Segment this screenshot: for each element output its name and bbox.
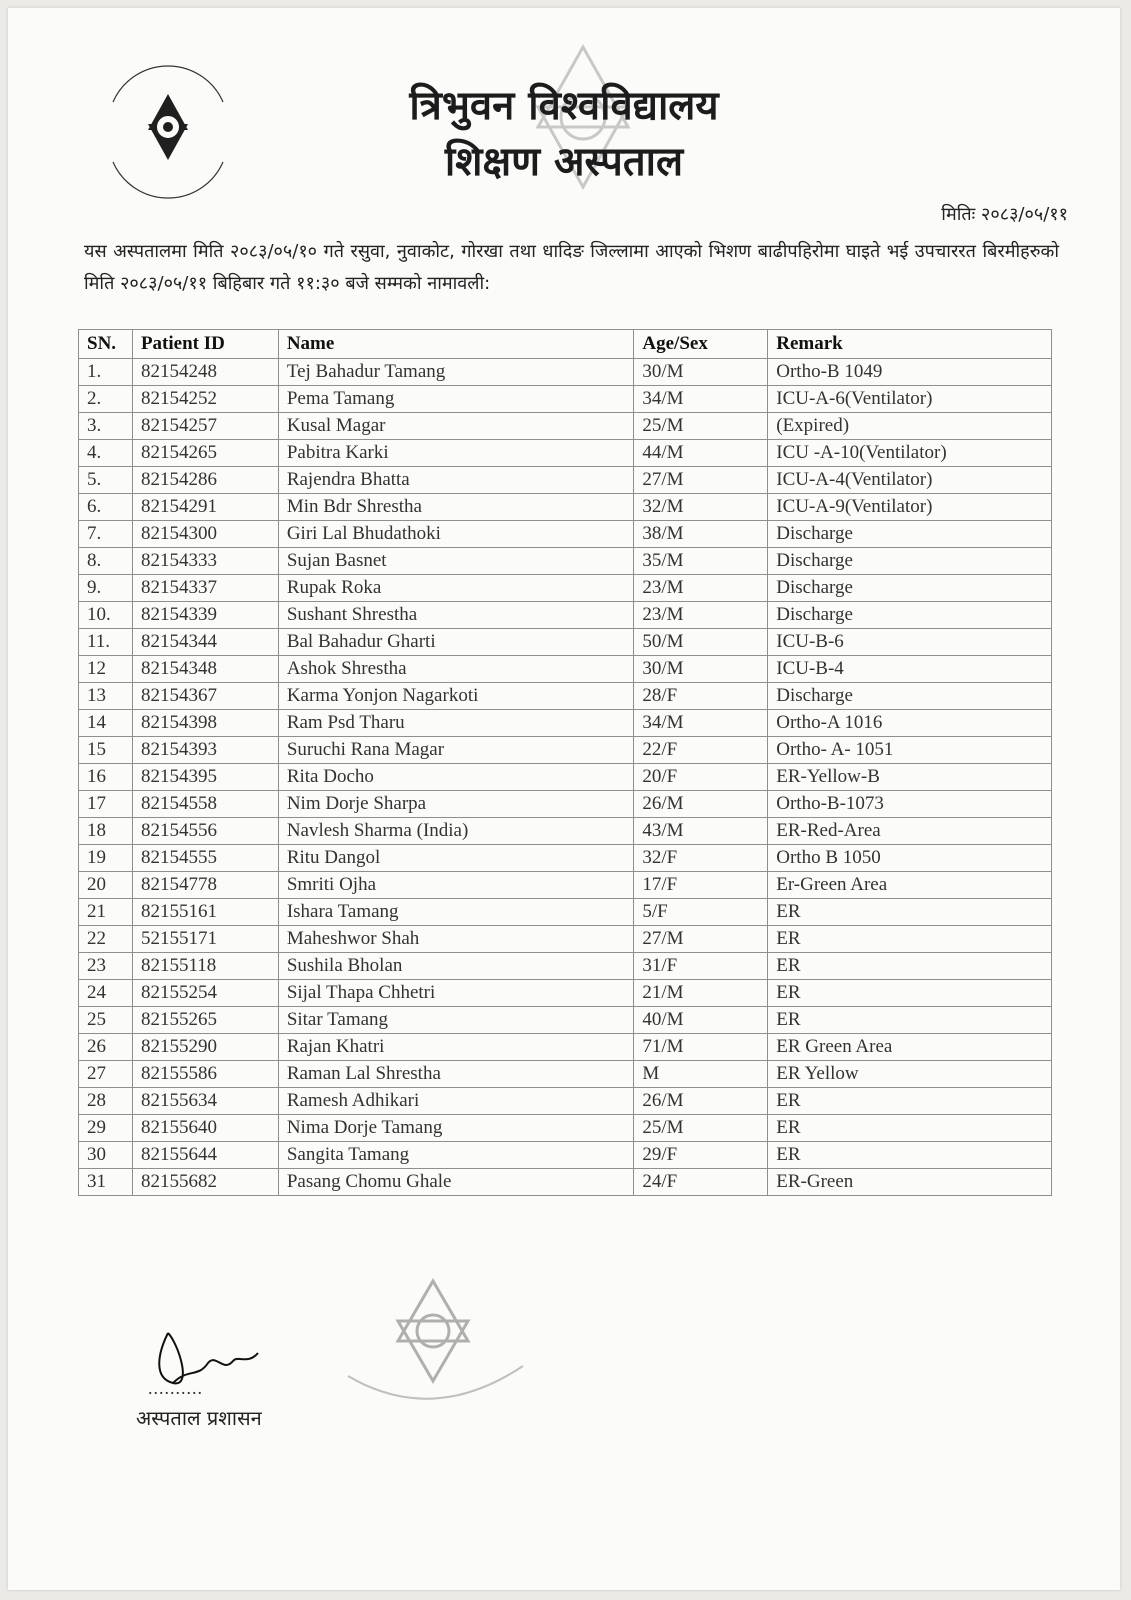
table-row bbox=[79, 440, 1052, 467]
patient-table bbox=[78, 329, 1052, 1196]
remark-cell: ICU-A-6(Ventilator) bbox=[768, 386, 1052, 413]
sn-cell: 25 bbox=[79, 1007, 133, 1034]
remark-cell: ER-Red-Area bbox=[768, 818, 1052, 845]
remark-cell: Ortho-A 1016 bbox=[768, 710, 1052, 737]
table-row bbox=[79, 548, 1052, 575]
age-sex-cell: 32/M bbox=[634, 494, 768, 521]
table-row bbox=[79, 1142, 1052, 1169]
age-sex-cell: 32/F bbox=[634, 845, 768, 872]
sn-cell: 4. bbox=[79, 440, 133, 467]
table-row bbox=[79, 494, 1052, 521]
patient-id-cell: 82155586 bbox=[132, 1061, 278, 1088]
sn-cell: 5. bbox=[79, 467, 133, 494]
table-header-row bbox=[79, 330, 1052, 359]
name-cell: Rita Docho bbox=[278, 764, 634, 791]
header-name: Name bbox=[278, 330, 634, 359]
name-cell: Suruchi Rana Magar bbox=[278, 737, 634, 764]
table-row bbox=[79, 1034, 1052, 1061]
name-cell: Pabitra Karki bbox=[278, 440, 634, 467]
table-row bbox=[79, 1169, 1052, 1196]
remark-cell: Ortho B 1050 bbox=[768, 845, 1052, 872]
patient-id-cell: 82154348 bbox=[132, 656, 278, 683]
remark-cell: Discharge bbox=[768, 575, 1052, 602]
sn-cell: 15 bbox=[79, 737, 133, 764]
header-age-sex: Age/Sex bbox=[634, 330, 768, 359]
age-sex-cell: 26/M bbox=[634, 1088, 768, 1115]
table-row bbox=[79, 602, 1052, 629]
document-page bbox=[8, 8, 1120, 1590]
sn-cell: 14 bbox=[79, 710, 133, 737]
patient-id-cell: 82154265 bbox=[132, 440, 278, 467]
sn-cell: 10. bbox=[79, 602, 133, 629]
patient-id-cell: 82154367 bbox=[132, 683, 278, 710]
age-sex-cell: 50/M bbox=[634, 629, 768, 656]
header-patient-id: Patient ID bbox=[132, 330, 278, 359]
name-cell: Kusal Magar bbox=[278, 413, 634, 440]
sn-cell: 9. bbox=[79, 575, 133, 602]
name-cell: Sitar Tamang bbox=[278, 1007, 634, 1034]
name-cell: Karma Yonjon Nagarkoti bbox=[278, 683, 634, 710]
name-cell: Smriti Ojha bbox=[278, 872, 634, 899]
patient-id-cell: 82154248 bbox=[132, 359, 278, 386]
age-sex-cell: 21/M bbox=[634, 980, 768, 1007]
age-sex-cell: 25/M bbox=[634, 413, 768, 440]
table-row bbox=[79, 899, 1052, 926]
remark-cell: ER bbox=[768, 926, 1052, 953]
patient-id-cell: 82155265 bbox=[132, 1007, 278, 1034]
table-body bbox=[79, 359, 1052, 1196]
name-cell: Rajendra Bhatta bbox=[278, 467, 634, 494]
name-cell: Ram Psd Tharu bbox=[278, 710, 634, 737]
table-row bbox=[79, 1007, 1052, 1034]
patient-id-cell: 82155161 bbox=[132, 899, 278, 926]
sn-cell: 2. bbox=[79, 386, 133, 413]
sn-cell: 26 bbox=[79, 1034, 133, 1061]
patient-id-cell: 82155254 bbox=[132, 980, 278, 1007]
age-sex-cell: 40/M bbox=[634, 1007, 768, 1034]
remark-cell: ER bbox=[768, 953, 1052, 980]
name-cell: Sushila Bholan bbox=[278, 953, 634, 980]
remark-cell: ER bbox=[768, 1088, 1052, 1115]
remark-cell: Discharge bbox=[768, 602, 1052, 629]
page-subtitle: शिक्षण अस्पताल bbox=[444, 139, 684, 185]
patient-id-cell: 82154555 bbox=[132, 845, 278, 872]
table-row bbox=[79, 386, 1052, 413]
patient-id-cell: 52155171 bbox=[132, 926, 278, 953]
table-row bbox=[79, 926, 1052, 953]
age-sex-cell: 22/F bbox=[634, 737, 768, 764]
name-cell: Ashok Shrestha bbox=[278, 656, 634, 683]
remark-cell: Discharge bbox=[768, 548, 1052, 575]
patient-id-cell: 82155290 bbox=[132, 1034, 278, 1061]
patient-id-cell: 82154393 bbox=[132, 737, 278, 764]
sn-cell: 31 bbox=[79, 1169, 133, 1196]
patient-id-cell: 82155118 bbox=[132, 953, 278, 980]
patient-id-cell: 82155682 bbox=[132, 1169, 278, 1196]
sn-cell: 28 bbox=[79, 1088, 133, 1115]
age-sex-cell: 30/M bbox=[634, 359, 768, 386]
table-row bbox=[79, 575, 1052, 602]
name-cell: Sujan Basnet bbox=[278, 548, 634, 575]
age-sex-cell: 30/M bbox=[634, 656, 768, 683]
age-sex-cell: 28/F bbox=[634, 683, 768, 710]
sn-cell: 3. bbox=[79, 413, 133, 440]
remark-cell: Discharge bbox=[768, 683, 1052, 710]
patient-id-cell: 82154395 bbox=[132, 764, 278, 791]
patient-id-cell: 82154344 bbox=[132, 629, 278, 656]
name-cell: Raman Lal Shrestha bbox=[278, 1061, 634, 1088]
sn-cell: 13 bbox=[79, 683, 133, 710]
sn-cell: 6. bbox=[79, 494, 133, 521]
remark-cell: ER bbox=[768, 1007, 1052, 1034]
table-row bbox=[79, 953, 1052, 980]
name-cell: Ramesh Adhikari bbox=[278, 1088, 634, 1115]
sn-cell: 12 bbox=[79, 656, 133, 683]
patient-id-cell: 82154291 bbox=[132, 494, 278, 521]
name-cell: Rajan Khatri bbox=[278, 1034, 634, 1061]
remark-cell: Ortho-B-1073 bbox=[768, 791, 1052, 818]
remark-cell: Ortho- A- 1051 bbox=[768, 737, 1052, 764]
patient-id-cell: 82154556 bbox=[132, 818, 278, 845]
age-sex-cell: 26/M bbox=[634, 791, 768, 818]
age-sex-cell: 23/M bbox=[634, 602, 768, 629]
name-cell: Bal Bahadur Gharti bbox=[278, 629, 634, 656]
remark-cell: (Expired) bbox=[768, 413, 1052, 440]
name-cell: Sushant Shrestha bbox=[278, 602, 634, 629]
age-sex-cell: 71/M bbox=[634, 1034, 768, 1061]
age-sex-cell: 27/M bbox=[634, 926, 768, 953]
signature-label: अस्पताल प्रशासन bbox=[136, 1406, 262, 1430]
sn-cell: 7. bbox=[79, 521, 133, 548]
name-cell: Sangita Tamang bbox=[278, 1142, 634, 1169]
age-sex-cell: 23/M bbox=[634, 575, 768, 602]
age-sex-cell: 43/M bbox=[634, 818, 768, 845]
sn-cell: 16 bbox=[79, 764, 133, 791]
remark-cell: ER-Green bbox=[768, 1169, 1052, 1196]
sn-cell: 1. bbox=[79, 359, 133, 386]
name-cell: Nima Dorje Tamang bbox=[278, 1115, 634, 1142]
sn-cell: 29 bbox=[79, 1115, 133, 1142]
age-sex-cell: 24/F bbox=[634, 1169, 768, 1196]
table-row bbox=[79, 1088, 1052, 1115]
remark-cell: Discharge bbox=[768, 521, 1052, 548]
name-cell: Nim Dorje Sharpa bbox=[278, 791, 634, 818]
stamp-emblem-icon bbox=[328, 1276, 538, 1446]
sn-cell: 18 bbox=[79, 818, 133, 845]
header-remark: Remark bbox=[768, 330, 1052, 359]
remark-cell: ER Yellow bbox=[768, 1061, 1052, 1088]
patient-id-cell: 82154398 bbox=[132, 710, 278, 737]
header-sn: SN. bbox=[79, 330, 133, 359]
patient-id-cell: 82155634 bbox=[132, 1088, 278, 1115]
table-row bbox=[79, 980, 1052, 1007]
name-cell: Ritu Dangol bbox=[278, 845, 634, 872]
table-row bbox=[79, 737, 1052, 764]
age-sex-cell: 5/F bbox=[634, 899, 768, 926]
sn-cell: 8. bbox=[79, 548, 133, 575]
age-sex-cell: 17/F bbox=[634, 872, 768, 899]
table-row bbox=[79, 413, 1052, 440]
age-sex-cell: M bbox=[634, 1061, 768, 1088]
sn-cell: 19 bbox=[79, 845, 133, 872]
remark-cell: ICU-A-9(Ventilator) bbox=[768, 494, 1052, 521]
table-row bbox=[79, 872, 1052, 899]
name-cell: Rupak Roka bbox=[278, 575, 634, 602]
name-cell: Pasang Chomu Ghale bbox=[278, 1169, 634, 1196]
age-sex-cell: 34/M bbox=[634, 710, 768, 737]
patient-id-cell: 82154558 bbox=[132, 791, 278, 818]
age-sex-cell: 38/M bbox=[634, 521, 768, 548]
remark-cell: ICU-B-4 bbox=[768, 656, 1052, 683]
remark-cell: Ortho-B 1049 bbox=[768, 359, 1052, 386]
name-cell: Tej Bahadur Tamang bbox=[278, 359, 634, 386]
name-cell: Sijal Thapa Chhetri bbox=[278, 980, 634, 1007]
age-sex-cell: 35/M bbox=[634, 548, 768, 575]
name-cell: Navlesh Sharma (India) bbox=[278, 818, 634, 845]
intro-paragraph: यस अस्पतालमा मिति २०८३/०५/१० गते रसुवा, नुवाकोट, गोरखा तथा धादिङ जिल्लामा आएको भिशण बाढीपहिरोमा घाइते भई उपचाररत बिरमीहरुको मिति २०८३/०५/११ बिहिबार गते ११:३० बजे सम्मको नामावली: bbox=[84, 241, 1059, 294]
patient-id-cell: 82154333 bbox=[132, 548, 278, 575]
table-row bbox=[79, 656, 1052, 683]
table-row bbox=[79, 1115, 1052, 1142]
patient-id-cell: 82154778 bbox=[132, 872, 278, 899]
patient-id-cell: 82154252 bbox=[132, 386, 278, 413]
name-cell: Pema Tamang bbox=[278, 386, 634, 413]
age-sex-cell: 20/F bbox=[634, 764, 768, 791]
age-sex-cell: 31/F bbox=[634, 953, 768, 980]
table-row bbox=[79, 845, 1052, 872]
remark-cell: Er-Green Area bbox=[768, 872, 1052, 899]
table-row bbox=[79, 710, 1052, 737]
age-sex-cell: 27/M bbox=[634, 467, 768, 494]
remark-cell: ER-Yellow-B bbox=[768, 764, 1052, 791]
remark-cell: ICU-B-6 bbox=[768, 629, 1052, 656]
table-row bbox=[79, 764, 1052, 791]
age-sex-cell: 34/M bbox=[634, 386, 768, 413]
sn-cell: 24 bbox=[79, 980, 133, 1007]
name-cell: Maheshwor Shah bbox=[278, 926, 634, 953]
table-row bbox=[79, 1061, 1052, 1088]
remark-cell: ER bbox=[768, 1115, 1052, 1142]
patient-id-cell: 82154337 bbox=[132, 575, 278, 602]
sn-cell: 27 bbox=[79, 1061, 133, 1088]
patient-id-cell: 82154257 bbox=[132, 413, 278, 440]
remark-cell: ER bbox=[768, 1142, 1052, 1169]
table-row bbox=[79, 521, 1052, 548]
patient-id-cell: 82155644 bbox=[132, 1142, 278, 1169]
table-row bbox=[79, 683, 1052, 710]
sn-cell: 17 bbox=[79, 791, 133, 818]
table-row bbox=[79, 629, 1052, 656]
remark-cell: ICU-A-4(Ventilator) bbox=[768, 467, 1052, 494]
sn-cell: 20 bbox=[79, 872, 133, 899]
patient-id-cell: 82154300 bbox=[132, 521, 278, 548]
page-title: त्रिभुवन विश्वविद्यालय bbox=[409, 83, 719, 129]
remark-cell: ER Green Area bbox=[768, 1034, 1052, 1061]
age-sex-cell: 29/F bbox=[634, 1142, 768, 1169]
remark-cell: ICU -A-10(Ventilator) bbox=[768, 440, 1052, 467]
remark-cell: ER bbox=[768, 899, 1052, 926]
sn-cell: 23 bbox=[79, 953, 133, 980]
patient-id-cell: 82154339 bbox=[132, 602, 278, 629]
patient-id-cell: 82154286 bbox=[132, 467, 278, 494]
sn-cell: 21 bbox=[79, 899, 133, 926]
table-row bbox=[79, 791, 1052, 818]
patient-id-cell: 82155640 bbox=[132, 1115, 278, 1142]
sn-cell: 30 bbox=[79, 1142, 133, 1169]
signature-line: .......... bbox=[148, 1378, 203, 1398]
document-date: मितिः २०८३/०५/११ bbox=[941, 204, 1068, 225]
sn-cell: 22 bbox=[79, 926, 133, 953]
name-cell: Giri Lal Bhudathoki bbox=[278, 521, 634, 548]
name-cell: Ishara Tamang bbox=[278, 899, 634, 926]
age-sex-cell: 44/M bbox=[634, 440, 768, 467]
remark-cell: ER bbox=[768, 980, 1052, 1007]
name-cell: Min Bdr Shrestha bbox=[278, 494, 634, 521]
sn-cell: 11. bbox=[79, 629, 133, 656]
table-row bbox=[79, 467, 1052, 494]
age-sex-cell: 25/M bbox=[634, 1115, 768, 1142]
table-row bbox=[79, 818, 1052, 845]
table-row bbox=[79, 359, 1052, 386]
